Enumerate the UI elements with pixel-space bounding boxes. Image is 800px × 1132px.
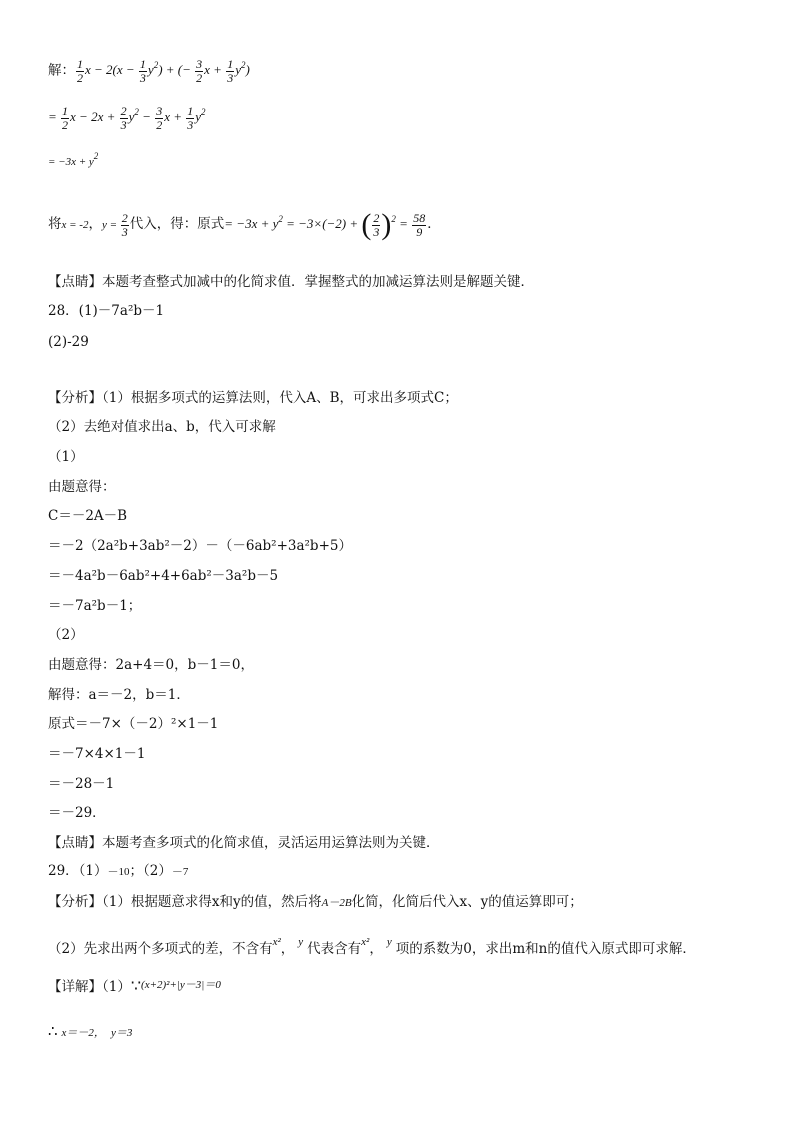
x-value: x = -2 [61, 218, 89, 231]
because-symbol: ∵ [130, 976, 142, 995]
substitution-line: 将x = -2，y = $\frac{2}{3}$ 代入，得：原式= $-3x + y^2 = -3\times(-2)$ + ( $\frac{2}{3}$ )$^2$ = $\frac{58}{9}$ ． [48, 208, 441, 241]
step-c-expand: ＝－2（2a²b+3ab²－2）－（－6ab²+3a²b+5） [48, 538, 352, 554]
substitution-expression: = $-3x + y^2 = -3\times(-2)$ + ( $\frac{2}{3}$ )$^2$ = $\frac{58}{9}$ [224, 208, 426, 241]
detail-29-condition: (x+2)²+|y－3|＝0 [141, 979, 221, 991]
analysis-29-2-x2: x² [272, 936, 281, 948]
y-value: y = $\frac{2}{3}$ [101, 210, 128, 239]
substitution-mid: 代入，得：原式 [129, 215, 225, 232]
answer-29-sep: ；（2） [129, 863, 172, 879]
analysis-29-2-sep1: ， [280, 941, 295, 957]
solution-line-3 [48, 152, 98, 171]
note-28: 【点睛】本题考查多项式的化简求值，灵活运用运算法则为关键． [48, 835, 440, 851]
substitution-lead: 将 [48, 215, 62, 232]
analysis-29-2-i: 项的系数为0，求出m和n的值代入原式即可求解． [395, 941, 696, 957]
step-c-simplify: ＝－4a²b－6ab²+4+6ab²－3a²b－5 [48, 568, 279, 584]
analysis-29-1 [48, 893, 583, 912]
analysis-29-1-a: 【分析】（1）根据题意求得x和y的值，然后将 [48, 894, 322, 910]
answer-29-prefix: 29．（1） [48, 863, 108, 879]
analysis-29-2-y: y [298, 936, 304, 948]
step-c-result: ＝－7a²b－1； [48, 598, 142, 614]
analysis-28-2: （2）去绝对值求出a、b，代入可求解 [48, 419, 276, 435]
answer-29-1: －10 [107, 866, 130, 878]
detail-29-label: 【详解】（1） [48, 979, 131, 995]
evaluate-step-1: 原式＝－7×（－2）²×1－1 [48, 716, 219, 732]
answer-28-2: (2)-29 [48, 334, 89, 350]
evaluate-step-3: ＝－28－1 [48, 776, 115, 792]
solved-values: 解得：a＝－2，b＝1． [48, 687, 190, 703]
expression-1: $\frac{1}{2}$ x − 2(x − $\frac{1}{3}$ $y^2$) + (− $\frac{3}{2}$ x + $\frac{1}{3}$ $y^2$) [77, 57, 250, 85]
analysis-29-2-a: （2）先求出两个多项式的差，不含有 [48, 941, 273, 957]
detail-29-1 [48, 976, 221, 996]
analysis-29-2-yb: y [386, 936, 392, 948]
evaluate-result: ＝－29． [48, 805, 106, 821]
given-label: 由题意得： [48, 479, 116, 495]
evaluate-step-2: ＝－7×4×1－1 [48, 746, 146, 762]
analysis-29-2-e: 代表含有 [307, 941, 362, 957]
part-2-label: （2） [48, 627, 84, 643]
expression-3: = $-3x + y^2$ [48, 151, 99, 168]
expression-2: = $\frac{1}{2}$ x − 2x + $\frac{2}{3}$ $y^2$ − $\frac{3}{2}$ x + $\frac{1}{3}$ $y^2$ [48, 104, 206, 132]
solution-label: 解： [48, 62, 75, 79]
detail-29-2 [48, 1022, 132, 1042]
analysis-29-1-expr: A－2B [321, 897, 352, 909]
detail-29-x: x＝－2， [61, 1027, 105, 1039]
answer-28-1: 28．(1)－7a²b－1 [48, 303, 165, 319]
part-1-label: （1） [48, 449, 84, 465]
answer-29-2: －7 [171, 866, 189, 878]
analysis-29-1-c: 化简，化简后代入x、y的值运算即可； [351, 894, 583, 910]
answer-29 [48, 862, 188, 881]
analysis-29-2-x2b: x² [361, 936, 370, 948]
solution-line-1 [48, 58, 250, 85]
therefore-symbol: ∴ [48, 1022, 58, 1040]
detail-29-y: y＝3 [110, 1027, 133, 1039]
solution-line-2 [48, 105, 206, 132]
analysis-29-2 [48, 933, 696, 958]
analysis-28-1: 【分析】（1）根据多项式的运算法则，代入A、B，可求出多项式C； [48, 390, 458, 406]
analysis-29-2-sep2: ， [369, 941, 383, 957]
step-c: C＝－2A－B [48, 508, 128, 524]
given-equations: 由题意得：2a+4＝0，b－1＝0， [48, 657, 254, 673]
note-27: 【点睛】本题考查整式加减中的化简求值．掌握整式的加减运算法则是解题关键． [48, 274, 534, 290]
